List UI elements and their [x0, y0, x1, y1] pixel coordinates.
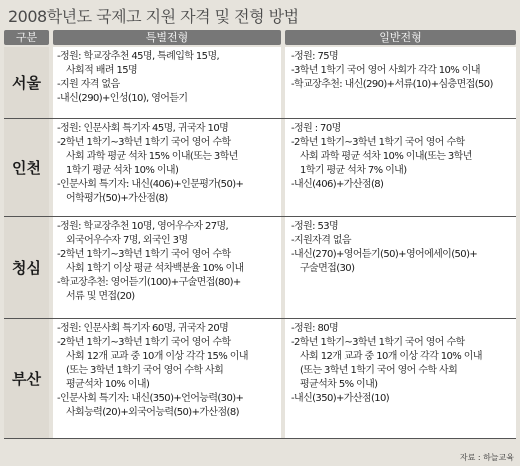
text-line: -2학년 1학기~3학년 1학기 국어 영어 수학 [291, 337, 465, 348]
text-line: -정원: 인문사회 특기자 45명, 귀국자 10명 [57, 123, 229, 134]
text-line: -인문사회 특기자: 내신(350)+언어능력(30)+ [57, 393, 244, 404]
text-line: -정원: 80명 [291, 323, 339, 334]
text-line: -정원: 학교장추천 10명, 영어우수자 27명, [57, 221, 229, 232]
special-cell [53, 119, 281, 216]
text-line: -2학년 1학기~3학년 1학기 국어 영어 수학 [291, 137, 465, 148]
text-line: -내신(350)+가산점(10) [291, 393, 390, 404]
text-line: -내신(406)+가산점(8) [291, 179, 384, 190]
text-line: -정원: 75명 [291, 51, 339, 62]
text-line: 사회 과학 평균 석차 15% 이내(또는 3학년 [66, 151, 238, 162]
text-line: (또는 3학년 1학기 국어 영어 수학 사회 [66, 365, 224, 376]
source-note: 자료 : 하늘교육 [459, 453, 514, 462]
region-label: 부산 [4, 319, 49, 438]
text-line: 1학기 평균 석차 7% 이내) [300, 165, 407, 176]
general-cell [285, 319, 516, 438]
special-cell [53, 217, 281, 318]
table-row-busan [4, 319, 516, 439]
text-line: 사회 과학 평균 석차 10% 이내(또는 3학년 [300, 151, 472, 162]
text-line: -내신(290)+인성(10), 영어듣기 [57, 93, 188, 104]
header-general: 일반전형 [285, 30, 516, 45]
text-line: -정원: 인문사회 특기자 60명, 귀국자 20명 [57, 323, 229, 334]
special-cell [53, 47, 281, 118]
page-title: 2008학년도 국제고 지원 자격 및 전형 방법 [8, 7, 299, 26]
text-line: -2학년 1학기~3학년 1학기 국어 영어 수학 [57, 249, 231, 260]
general-cell [285, 217, 516, 318]
text-line: 1학기 평균 석차 10% 이내) [66, 165, 179, 176]
text-line: 구술면접(30) [300, 263, 355, 274]
text-line: -학교장추천: 내신(290)+서류(10)+심층면접(50) [291, 79, 493, 90]
text-line: 사회 12개 교과 중 10개 이상 각각 15% 이내 [66, 351, 248, 362]
text-line: -인문사회 특기자: 내신(406)+인문평가(50)+ [57, 179, 244, 190]
text-line: -정원: 학교장추천 45명, 특례입학 15명, [57, 51, 220, 62]
text-line: -정원 : 70명 [291, 123, 341, 134]
text-line: -지원 자격 없음 [57, 79, 120, 90]
text-line: -내신(270)+영어듣기(50)+영어에세이(50)+ [291, 249, 478, 260]
text-line: -학교장추천: 영어듣기(100)+구술면접(80)+ [57, 277, 241, 288]
header-special: 특별전형 [53, 30, 281, 45]
table-row-cheongsim [4, 217, 516, 319]
text-line: 사회 1학기 이상 평균 석차백분율 10% 이내 [66, 263, 244, 274]
text-line: -3학년 1학기 국어 영어 사회가 각각 10% 이내 [291, 65, 480, 76]
text-line: 사회능력(20)+외국어능력(50)+가산점(8) [66, 407, 239, 418]
header-region: 구분 [4, 30, 49, 45]
region-label: 서울 [4, 47, 49, 118]
region-label: 청심 [4, 217, 49, 318]
text-line: 평균석차 10% 이내) [66, 379, 150, 390]
table-row-seoul [4, 47, 516, 119]
text-line: -지원자격 없음 [291, 235, 351, 246]
text-line: -2학년 1학기~3학년 1학기 국어 영어 수학 [57, 337, 231, 348]
text-line: 어학평가(50)+가산점(8) [66, 193, 168, 204]
text-line: 사회 12개 교과 중 10개 이상 각각 10% 이내 [300, 351, 482, 362]
general-cell [285, 47, 516, 118]
text-line: 평균석차 5% 이내) [300, 379, 378, 390]
text-line: -2학년 1학기~3학년 1학기 국어 영어 수학 [57, 137, 231, 148]
text-line: -정원: 53명 [291, 221, 339, 232]
text-line: 서류 및 면접(20) [66, 291, 135, 302]
special-cell [53, 319, 281, 438]
text-line: 외국어우수자 7명, 외국인 3명 [66, 235, 188, 246]
table-header [4, 30, 516, 45]
region-label: 인천 [4, 119, 49, 216]
table-row-incheon [4, 119, 516, 217]
text-line: 사회적 배려 15명 [66, 65, 138, 76]
general-cell [285, 119, 516, 216]
text-line: (또는 3학년 1학기 국어 영어 수학 사회 [300, 365, 458, 376]
